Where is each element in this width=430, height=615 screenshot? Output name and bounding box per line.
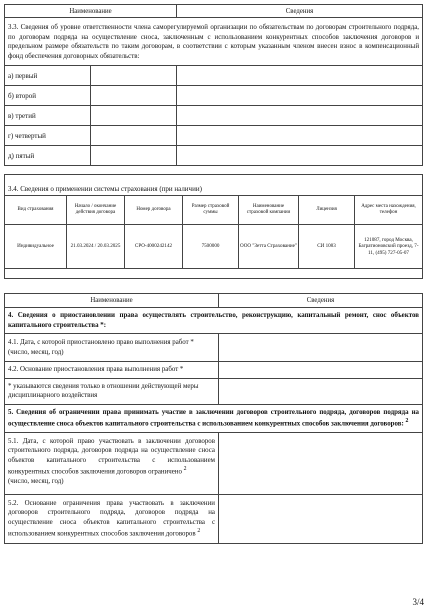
level-row-2: б) второй [5, 86, 91, 106]
ins-col-address: Адрес места нахождения, телефон [355, 196, 423, 225]
header-name: Наименование [5, 5, 177, 18]
ins-col-period: Начало / окончание действия договора [67, 196, 125, 225]
section-5-1: 5.1. Дата, с которой право участвовать в заключении договоров строительного подряда, договоров подряда на осуществление сноса объектов капитального строительства с использованием конкурентных способов заключения договоров ограничено $^2$ (число, месяц, год) [5, 432, 219, 494]
page-number: 3/4 [412, 597, 424, 607]
level-row-3: в) третий [5, 106, 91, 126]
header-name-2: Наименование [5, 294, 219, 308]
liability-level-table [4, 4, 423, 166]
ins-col-sum: Размер страховой суммы [183, 196, 239, 225]
ins-number: СРО-4000242142 [125, 225, 183, 269]
ins-col-license: Лицензия [299, 196, 355, 225]
level-row-1: а) первый [5, 66, 91, 86]
ins-sum: 7500000 [183, 225, 239, 269]
ins-period: 21.03.2024 / 20.03.2025 [67, 225, 125, 269]
section-3-3-text: 3.3. Сведения об уровне ответственности члена саморегулируемой организации по обязательствам по договорам строительного подряда, по договорам подряда на осуществление сноса, заключенным с использованием конкурентных способов заключения договоров и предельном размере обязательств по таким договорам, в соответствии с которым указанным членом внесен взнос в компенсационный фонд обеспечения договорных обязательств: [5, 18, 423, 66]
ins-license: СИ 1083 [299, 225, 355, 269]
section-4-1: 4.1. Дата, с которой приостановлено право выполнения работ * (число, месяц, год) [5, 334, 219, 362]
section-5-title: 5. Сведения об ограничении права принимать участие в заключении договоров строительного подряда, договоров подряда на осуществление сноса объектов капитального строительства с использованием конкурентных способов заключения договоров: $^2$ [5, 404, 423, 432]
insurance-title: 3.4. Сведения о применении системы страхования (при наличии) [5, 183, 423, 196]
header-info: Сведения [177, 5, 423, 18]
ins-type: Индивидуальное [5, 225, 67, 269]
section-4-2: 4.2. Основание приостановления права выполнения работ * [5, 362, 219, 379]
restrictions-table [4, 293, 423, 544]
document-page [4, 4, 422, 544]
ins-company: ООО "Зетта Страхование" [239, 225, 299, 269]
insurance-table [4, 174, 423, 279]
ins-address: 121087, город Москва, Багратионовский проезд, 7-11, (495) 727-05-07 [355, 225, 423, 269]
header-info-2: Сведения [219, 294, 423, 308]
section-5-2: 5.2. Основание ограничения права участвовать в заключении договоров строительного подряда, договоров подряда на осуществление сноса объектов капитального строительства с использованием конкурентных способов заключения договоров $^2$ [5, 494, 219, 543]
level-row-4: г) четвертый [5, 126, 91, 146]
ins-col-number: Номер договора [125, 196, 183, 225]
ins-col-company: Наименование страховой компании [239, 196, 299, 225]
footnote-mark: 2 [405, 418, 409, 424]
level-row-5: д) пятый [5, 146, 91, 166]
section-4-note: * указываются сведения только в отношении действующей меры дисциплинарного воздействия [5, 378, 219, 404]
section-4-title: 4. Сведения о приостановлении права осуществлять строительство, реконструкцию, капитальный ремонт, снос объектов капитального строительства *: [5, 308, 423, 334]
ins-col-type: Вид страхования [5, 196, 67, 225]
